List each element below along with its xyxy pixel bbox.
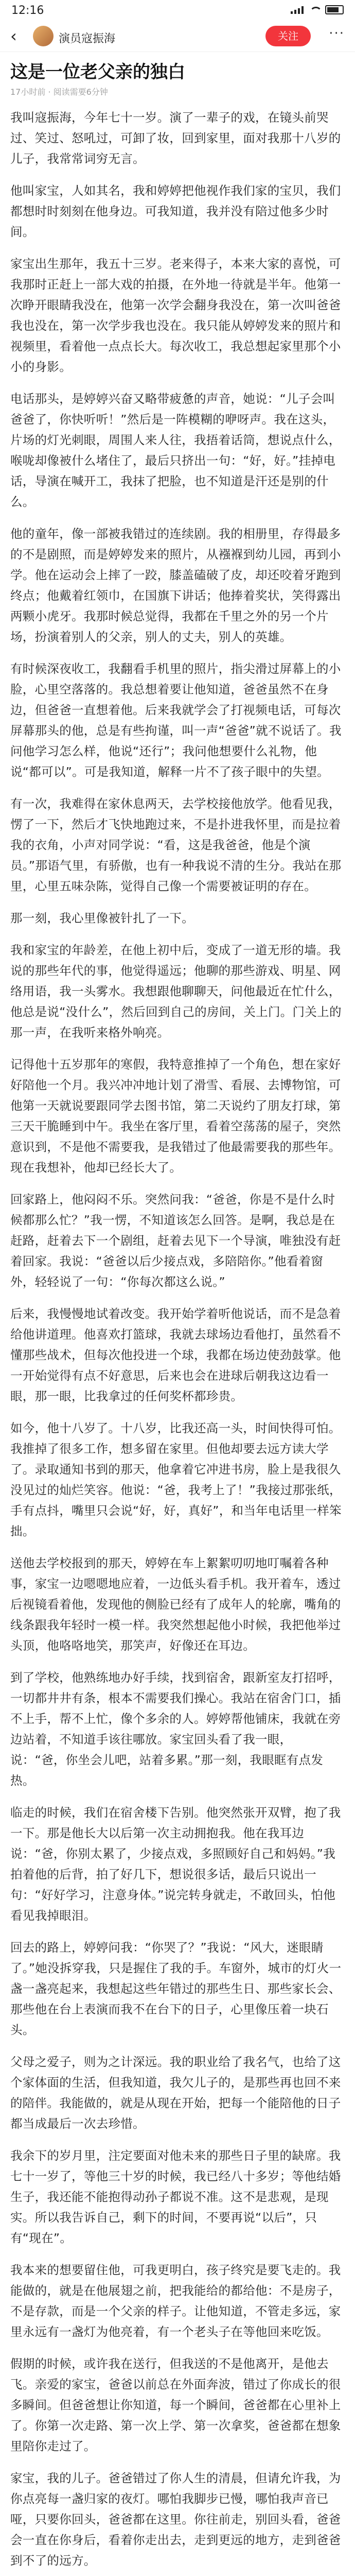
follow-button[interactable]: 关注 (265, 26, 311, 46)
wifi-icon (309, 6, 320, 14)
article-paragraph: 电话那头，是婷婷兴奋又略带疲惫的声音，她说：“儿子会叫爸爸了，你快听听！”然后是一阵模糊的咿呀声。我在这头，片场的灯光刺眼，周围人来人往，我捂着话筒，想说点什么，喉咙却像被什么堵住了，最后只挤出一句：“好，好。”挂掉电话，导演在喊开工，我抹了把脸，也不知道是汗还是别的什么。 (10, 392, 341, 509)
article-body (10, 107, 345, 2576)
status-icons (291, 5, 344, 14)
author-name[interactable]: 演员寇振海 (59, 32, 116, 45)
article-paragraph: 我本来的想要留住他，可我更明白，孩子终究是要飞走的。我能做的，就是在他展翅之前，把我能给的都给他：不是房子，不是存款，而是一个父亲的样子。让他知道，不管走多远，家里永远有一盏灯为他亮着，有一个老头子在等他回来吃饭。 (10, 2263, 341, 2339)
article-paragraph: 有一次，我难得在家休息两天，去学校接他放学。他看见我，愣了一下，然后才飞快地跑过来，不是扑进我怀里，而是拉着我的衣角，小声对同学说：“看，这是我爸爸，他是个演员。”那语气里，有骄傲，也有一种我说不清的生分。我站在那里，心里五味杂陈，觉得自己像一个需要被证明的存在。 (10, 796, 342, 893)
article-paragraph: 那一刻，我心里像被针扎了一下。 (10, 911, 194, 925)
article-nav-bar (0, 21, 355, 52)
article-paragraph: 到了学校，他熟练地办好手续，找到宿舍，跟新室友打招呼，一切都井井有条，根本不需要我们操心。我站在宿舍门口，插不上手，帮不上忙，像个多余的人。婷婷帮他铺床，我就在旁边站着，不知道手该往哪放。家宝回头看了我一眼，说：“爸，你坐会儿吧，站着多累。”那一刻，我眼眶有点发热。 (10, 1670, 341, 1788)
battery-icon (325, 5, 344, 14)
status-bar (0, 0, 355, 21)
signal-icon (291, 6, 304, 14)
article-paragraph: 我余下的岁月里，注定要面对他未来的那些日子里的缺席。我七十一岁了，等他三十岁的时候，我已经八十多岁；等他结婚生子，我还能不能抱得动孙子都说不准。这不是悲观，是现实。所以我告诉自己，剩下的时间，不要再说“以后”，只有“现在”。 (10, 2148, 341, 2245)
article-paragraph: 回家路上，他闷闷不乐。突然问我：“爸爸，你是不是什么时候都那么忙？”我一愣，不知道该怎么回答。是啊，我总是在赶路，赶着去下一个剧组，赶着去见下一个导演，唯独没有赶着回家。我说：“爸爸以后少接点戏，多陪陪你。”他看着窗外，轻轻说了一句：“你每次都这么说。” (10, 1192, 341, 1289)
article-paragraph: 送他去学校报到的那天，婷婷在车上絮絮叨叨地叮嘱着各种事，家宝一边嗯嗯地应着，一边低头看手机。我开着车，透过后视镜看着他，发现他的侧脸已经有了成年人的轮廓，嘴角的线条跟我年轻时一模一样。我突然想起他小时候，我把他举过头顶，他咯咯地笑，那笑声，好像还在耳边。 (10, 1556, 341, 1653)
article-paragraph: 临走的时候，我们在宿舍楼下告别。他突然张开双臂，抱了我一下。那是他长大以后第一次主动拥抱我。他在我耳边说：“爸，你别太累了，少接点戏，多照顾好自己和妈妈。”我拍着他的后背，拍了好几下，想说很多话，最后只说出一句：“好好学习，注意身体。”说完转身就走，不敢回头，怕他看见我掉眼泪。 (10, 1805, 341, 1923)
article-paragraph: 他的童年，像一部被我错过的连续剧。我的相册里，存得最多的不是剧照，而是婷婷发来的照片，从襁褓到幼儿园，再到小学。他在运动会上摔了一跤，膝盖磕破了皮，却还咬着牙跑到终点；他戴着红领巾，在国旗下讲话；他捧着奖状，笑得露出两颗小虎牙。我那时候总觉得，我都在千里之外的另一个片场，扮演着别人的父亲，别人的丈夫，别人的英雄。 (10, 527, 341, 644)
article-paragraph: 我叫寇振海，今年七十一岁。演了一辈子的戏，在镜头前哭过、笑过、怒吼过，可卸了妆，回到家里，面对我那十八岁的儿子，我常常词穷无言。 (10, 110, 341, 166)
article-title: 这是一位老父亲的独白 (10, 62, 185, 82)
article-paragraph: 家宝，我的儿子。爸爸错过了你人生的清晨，但请允许我，为你点亮每一盏归家的夜灯。哪怕我脚步已慢，哪怕我声音已哑，只要你回头，爸爸都在这里。你往前走，别回头看，爸爸会一直在你身后，看着你走出去，走到更远的地方，走到爸爸到不了的远方。 (10, 2471, 341, 2568)
author-avatar[interactable] (33, 26, 54, 46)
article-paragraph: 父母之爱子，则为之计深远。我的职业给了我名气，也给了这个家体面的生活，但我知道，我欠儿子的，是那些再也回不来的陪伴。我能做的，就是从现在开始，把每一个能陪他的日子都当成最后一次去珍惜。 (10, 2055, 341, 2131)
article-meta: 17小时前 · 阅读需要6分钟 (10, 87, 108, 97)
article-paragraph: 如今，他十八岁了。十八岁，比我还高一头，时间快得可怕。我推掉了很多工作，想多留在家里。但他却要去远方读大学了。录取通知书到的那天，他拿着它冲进书房，脸上是我很久没见过的灿烂笑容。他说：“爸，我考上了！”我接过那张纸，手有点抖，嘴里只会说“好，好，真好”，和当年电话里一样笨拙。 (10, 1421, 342, 1538)
article-paragraph: 记得他十五岁那年的寒假，我特意推掉了一个角色，想在家好好陪他一个月。我兴冲冲地计划了滑雪、看展、去博物馆，可他第一天就说要跟同学去图书馆，第二天说约了朋友打球，第三天干脆睡到中午。我坐在客厅里，看着空荡荡的屋子，突然意识到，不是他不需要我，是我错过了他最需要我的那些年。现在我想补，他却已经长大了。 (10, 1057, 341, 1175)
article-paragraph: 回去的路上，婷婷问我：“你哭了？”我说：“风大，迷眼睛了。”她没拆穿我，只是握住了我的手。车窗外，城市的灯火一盏一盏亮起来，我想起这些年错过的那些生日、那些家长会、那些他在台上表演而我不在台下的日子，心里像压着一块石头。 (10, 1940, 342, 2037)
article-paragraph: 有时候深夜收工，我翻看手机里的照片，指尖滑过屏幕上的小脸，心里空落落的。我总想着要让他知道，爸爸虽然不在身边，但爸爸一直想着他。后来我就学会了打视频电话，可每次屏幕那头的他，总是有些拘谨，叫一声“爸爸”就不说话了。我问他学习怎么样，他说“还行”；我问他想要什么礼物，他说“都可以”。可是我知道，解释一片不了孩子眼中的失望。 (10, 662, 342, 779)
status-time: 12:16 (11, 4, 44, 17)
article-paragraph: 家宝出生那年，我五十三岁。老来得子，本来大家的喜悦，可我那时正赶上一部大戏的拍摄，在外地一待就是半年。他第一次睁开眼睛我没在，他第一次学会翻身我没在，第一次叫爸爸我也没在，第一次学步我也没在。我只能从婷婷发来的照片和视频里，看着他一点点长大。每次收工，我总想起家里那个小小的身影。 (10, 257, 341, 374)
article-paragraph: 后来，我慢慢地试着改变。我开始学着听他说话，而不是急着给他讲道理。他喜欢打篮球，我就去球场边看他打，虽然看不懂那些战术，但每次他投进一个球，我都在场边使劲鼓掌。他一开始觉得有点不好意思，后来也会在进球后朝我这边看一眼，那一眼，比我拿过的任何奖杯都珍贵。 (10, 1307, 341, 1403)
more-options-icon[interactable]: ··· (329, 26, 345, 41)
article-paragraph: 假期的时候，或许我在送行，但我送的不是他离开，是他去飞。亲爱的家宝，爸爸以前总在外面奔波，错过了你成长的很多瞬间。但爸爸想让你知道，每一个瞬间，爸爸都在心里补上了。你第一次走路、第一次上学、第一次拿奖，爸爸都在想象里陪你走过了。 (10, 2357, 341, 2453)
back-arrow-icon[interactable]: ‹ (10, 26, 17, 46)
article-paragraph: 我和家宝的年龄差，在他上初中后，变成了一道无形的墙。我说的那些年代的事，他觉得遥远；他聊的那些游戏、明星、网络用语，我一头雾水。我想跟他聊聊天，问他最近在忙什么，他总是说“没什么”，然后回到自己的房间，关上门。门关上的那一声，在我听来格外响亮。 (10, 943, 342, 1040)
article-paragraph: 他叫家宝，人如其名，我和婷婷把他视作我们家的宝贝，我们都想时时刻刻在他身边。可我知道，我并没有陪过他多少时间。 (10, 183, 341, 239)
